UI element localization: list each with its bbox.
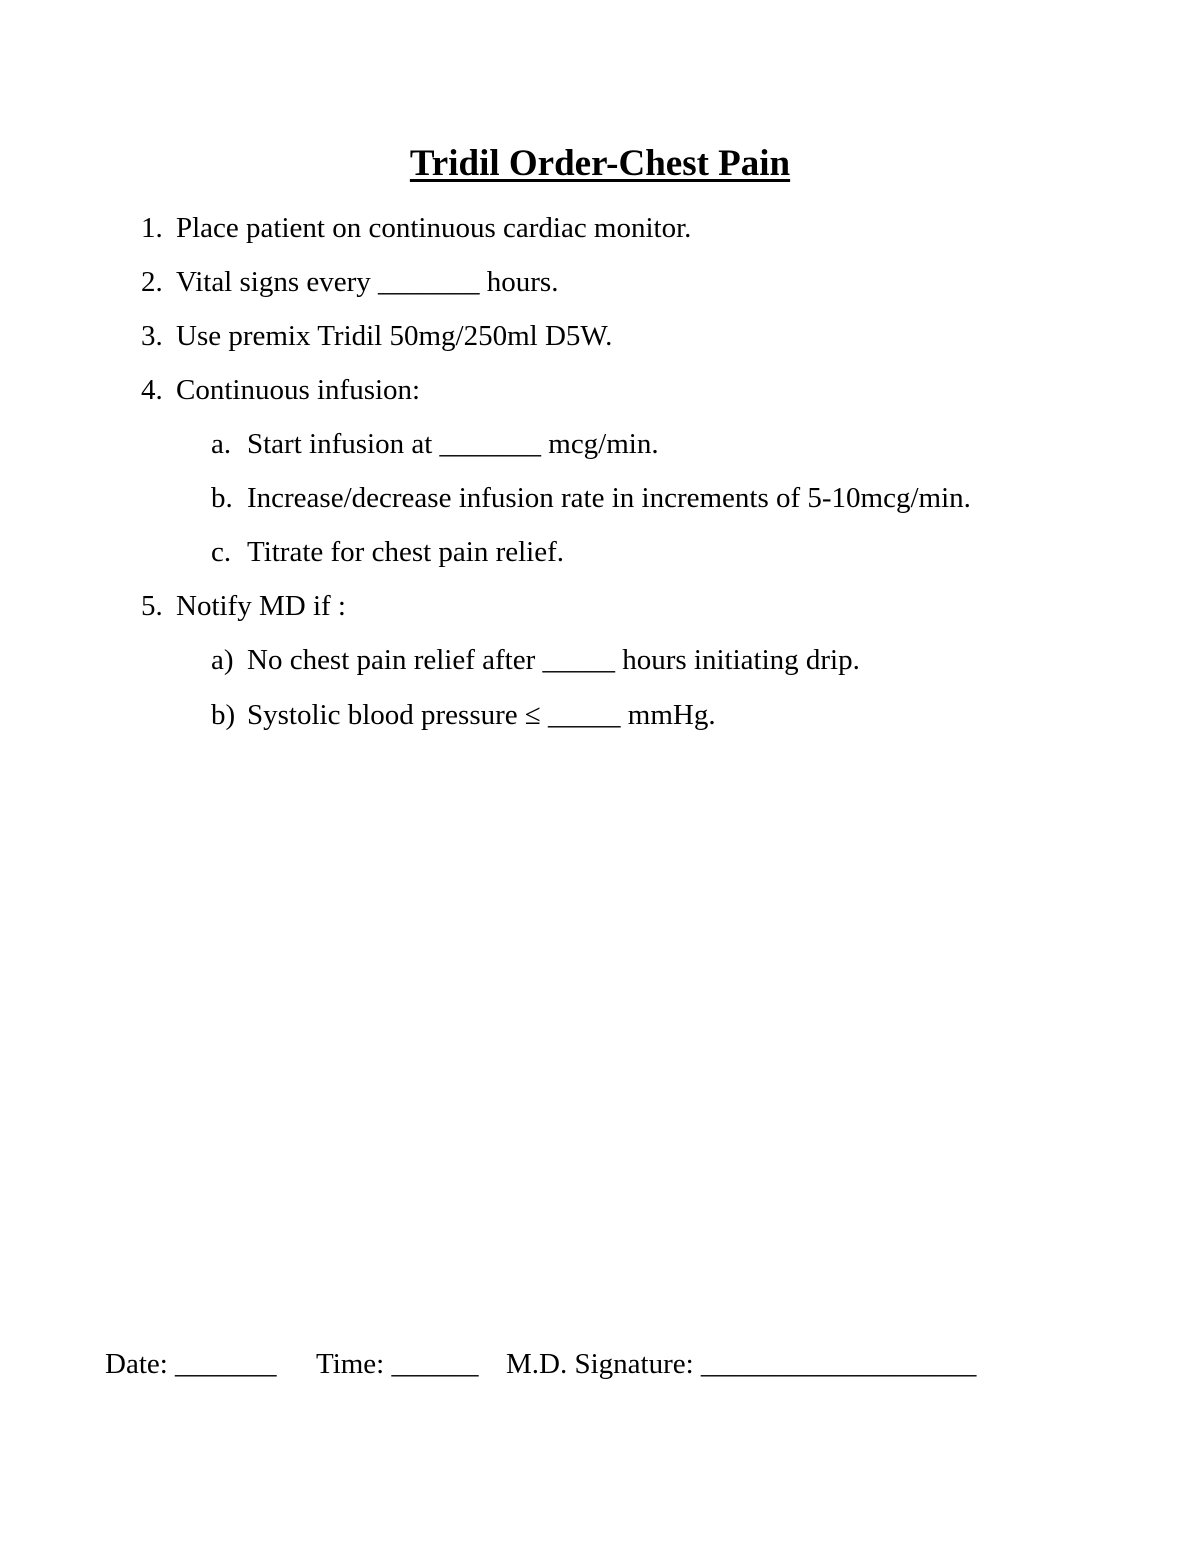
list-marker: 5.: [141, 590, 163, 622]
sub-list-marker: b.: [211, 482, 233, 514]
list-item-text: Vital signs every _______ hours.: [176, 266, 559, 298]
sub-list-marker: b): [211, 699, 236, 731]
sub-list-item-text: Systolic blood pressure ≤ _____ mmHg.: [247, 699, 716, 731]
md-signature-field: M.D. Signature: ___________________: [506, 1348, 977, 1380]
list-item-text: Notify MD if :: [176, 590, 346, 622]
list-marker: 1.: [141, 212, 163, 244]
sub-list-marker: c.: [211, 536, 232, 568]
sub-list-item-text: Start infusion at _______ mcg/min.: [247, 428, 659, 460]
list-marker: 2.: [141, 266, 163, 298]
sub-list-item-text: Increase/decrease infusion rate in increments of 5-10mcg/min.: [247, 482, 971, 514]
list-item-text: Use premix Tridil 50mg/250ml D5W.: [176, 320, 613, 352]
list-marker: 4.: [141, 374, 163, 406]
time-field: Time: ______: [316, 1348, 479, 1380]
sub-list-marker: a): [211, 644, 234, 676]
sub-list-marker: a.: [211, 428, 232, 460]
list-item-text: Place patient on continuous cardiac monitor.: [176, 212, 692, 244]
list-item-text: Continuous infusion:: [176, 374, 421, 406]
page-title: Tridil Order-Chest Pain: [409, 143, 791, 184]
sub-list-item-text: Titrate for chest pain relief.: [247, 536, 565, 568]
sub-list-item-text: No chest pain relief after _____ hours initiating drip.: [247, 644, 860, 676]
date-field: Date: _______: [105, 1348, 277, 1380]
list-marker: 3.: [141, 320, 163, 352]
